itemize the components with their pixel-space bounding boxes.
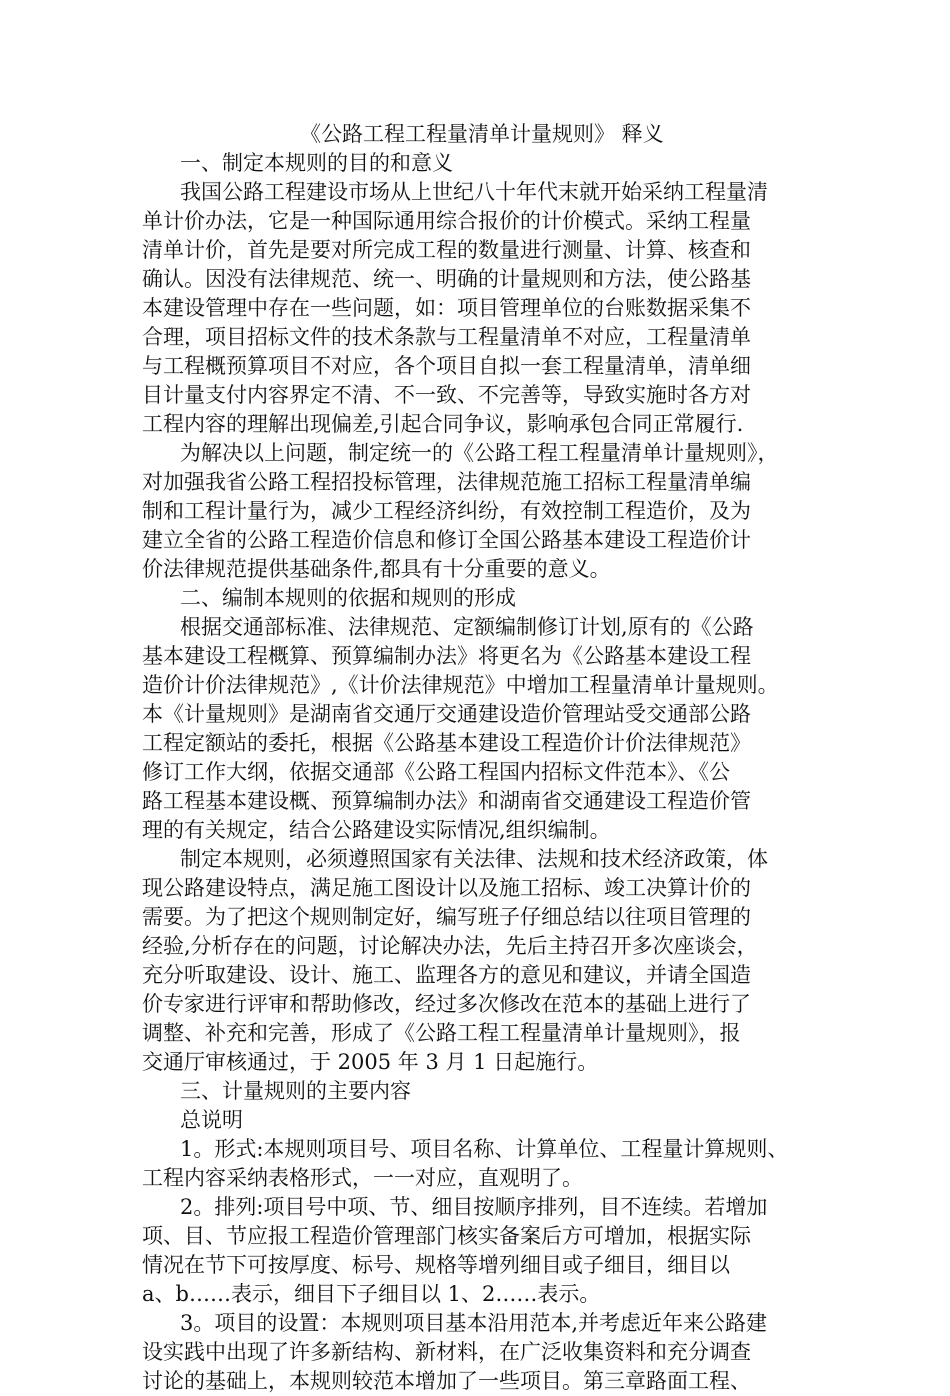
text-line: 三、计量规则的主要内容 bbox=[180, 1079, 411, 1103]
text-line: 3。项目的设置：本规则项目基本沿用范本,并考虑近年来公路建 bbox=[180, 1311, 768, 1335]
text-line: 充分听取建设、设计、施工、监理各方的意见和建议，并请全国造 bbox=[142, 963, 751, 987]
document-body bbox=[142, 120, 822, 1396]
text-line: 目计量支付内容界定不清、不一致、不完善等，导致实施时各方对 bbox=[142, 383, 751, 407]
text-line: 二、编制本规则的依据和规则的形成 bbox=[180, 586, 516, 610]
text-line: 总说明 bbox=[180, 1108, 243, 1132]
text-line: a、b……表示，细目下子细目以 1、2……表示。 bbox=[142, 1282, 601, 1306]
text-line: 确认。因没有法律规范、统一、明确的计量规则和方法，使公路基 bbox=[142, 267, 751, 291]
text-line: 设实践中出现了许多新结构、新材料，在广泛收集资料和充分调查 bbox=[142, 1340, 751, 1364]
text-line: 制定本规则，必须遵照国家有关法律、法规和技术经济政策，体 bbox=[180, 847, 768, 871]
text-line: 本《计量规则》是湖南省交通厅交通建设造价管理站受交通部公路 bbox=[142, 702, 751, 726]
text-line: 现公路建设特点，满足施工图设计以及施工招标、竣工决算计价的 bbox=[142, 876, 751, 900]
text-line: 讨论的基础上，本规则较范本增加了一些项目。第三章路面工程、 bbox=[142, 1369, 751, 1393]
text-line: 清单计价，首先是要对所完成工程的数量进行测量、计算、核查和 bbox=[142, 238, 751, 262]
text-line: 交通厅审核通过，于 2005 年 3 月 1 日起施行。 bbox=[142, 1050, 599, 1074]
text-line: 价法律规范提供基础条件,都具有十分重要的意义。 bbox=[142, 557, 611, 581]
text-line: 制和工程计量行为，减少工程经济纠纷，有效控制工程造价，及为 bbox=[142, 499, 751, 523]
text-line: 我国公路工程建设市场从上世纪八十年代末就开始采纳工程量清 bbox=[180, 180, 768, 204]
text-line: 调整、补充和完善，形成了《公路工程工程量清单计量规则》，报 bbox=[142, 1021, 741, 1045]
text-line: 与工程概预算项目不对应，各个项目自拟一套工程量清单，清单细 bbox=[142, 354, 751, 378]
text-line: 理的有关规定，结合公路建设实际情况,组织编制。 bbox=[142, 818, 611, 842]
text-line: 工程定额站的委托，根据《公路基本建设工程造价计价法律规范》 bbox=[142, 731, 751, 755]
text-line: 1。形式:本规则项目号、项目名称、计算单位、工程量计算规则、 bbox=[180, 1137, 789, 1161]
text-line: 基本建设工程概算、预算编制办法》将更名为《公路基本建设工程 bbox=[142, 644, 751, 668]
text-line: 工程内容的理解出现偏差,引起合同争议，影响承包合同正常履行. bbox=[142, 412, 744, 436]
text-line: 本建设管理中存在一些问题，如：项目管理单位的台账数据采集不 bbox=[142, 296, 751, 320]
text-line: 经验,分析存在的问题，讨论解决办法，先后主持召开多次座谈会， bbox=[142, 934, 758, 958]
text-line: 2。排列:项目号中项、节、细目按顺序排列，目不连续。若增加 bbox=[180, 1195, 768, 1219]
document-title: 《公路工程工程量清单计量规则》 释义 bbox=[300, 122, 664, 146]
text-line: 为解决以上问题，制定统一的《公路工程工程量清单计量规则》， bbox=[180, 441, 779, 465]
text-line: 项、目、节应报工程造价管理部门核实备案后方可增加，根据实际 bbox=[142, 1224, 751, 1248]
text-line: 修订工作大纲，依据交通部《公路工程国内招标文件范本》、《公 bbox=[142, 760, 730, 784]
text-line: 情况在节下可按厚度、标号、规格等增列细目或子细目，细目以 bbox=[142, 1253, 730, 1277]
text-line: 单计价办法，它是一种国际通用综合报价的计价模式。采纳工程量 bbox=[142, 209, 751, 233]
text-line: 工程内容采纳表格形式，一一对应，直观明了。 bbox=[142, 1166, 583, 1190]
text-line: 合理，项目招标文件的技术条款与工程量清单不对应，工程量清单 bbox=[142, 325, 751, 349]
text-line: 路工程基本建设概、预算编制办法》和湖南省交通建设工程造价管 bbox=[142, 789, 751, 813]
text-line: 造价计价法律规范》,《计价法律规范》中增加工程量清单计量规则。 bbox=[142, 673, 779, 697]
text-line: 价专家进行评审和帮助修改，经过多次修改在范本的基础上进行了 bbox=[142, 992, 751, 1016]
text-line: 需要。为了把这个规则制定好，编写班子仔细总结以往项目管理的 bbox=[142, 905, 751, 929]
text-line: 建立全省的公路工程造价信息和修订全国公路基本建设工程造价计 bbox=[142, 528, 751, 552]
text-line: 一、制定本规则的目的和意义 bbox=[180, 151, 453, 175]
document-text bbox=[142, 149, 822, 1396]
text-line: 对加强我省公路工程招投标管理，法律规范施工招标工程量清单编 bbox=[142, 470, 751, 494]
text-line: 根据交通部标准、法律规范、定额编制修订计划,原有的《公路 bbox=[180, 615, 754, 639]
